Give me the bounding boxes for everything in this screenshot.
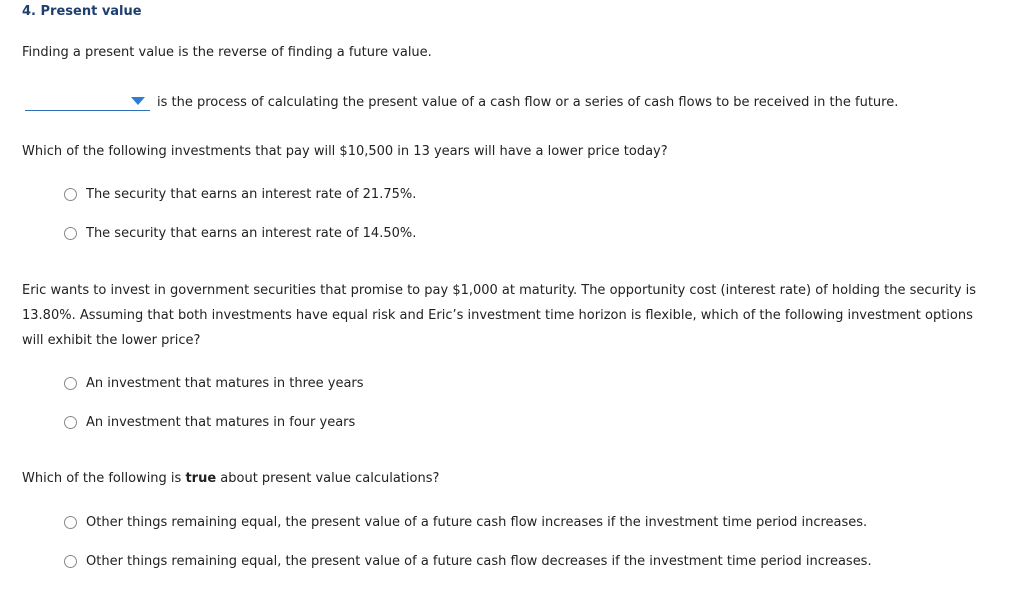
q2-option-1[interactable] (64, 376, 364, 391)
chevron-down-icon (131, 97, 145, 105)
question-3-text (22, 471, 439, 486)
q1-option-2-label: The security that earns an interest rate of 14.50%. (86, 226, 417, 241)
radio-button[interactable] (64, 227, 77, 240)
q1-option-1[interactable] (64, 187, 416, 202)
q1-option-1-label: The security that earns an interest rate of 21.75%. (86, 187, 417, 202)
q2-option-1-label: An investment that matures in three years (86, 376, 364, 391)
page-title: 4. Present value (22, 4, 142, 19)
radio-button[interactable] (64, 516, 77, 529)
answer-dropdown[interactable] (25, 93, 150, 111)
q2-option-2[interactable] (64, 415, 355, 430)
radio-button[interactable] (64, 377, 77, 390)
dropdown-sentence-text: is the process of calculating the present value of a cash flow or a series of cash flows to be received in the future. (157, 95, 899, 110)
question-3-text-after: about present value calculations? (216, 471, 440, 486)
question-3-text-before: Which of the following is (22, 471, 186, 486)
q3-option-1[interactable] (64, 515, 867, 530)
question-2-text: Eric wants to invest in government securities that promise to pay $1,000 at maturity. The opportunity cost (interest rate) of holding the security is 13.80%. Assuming that both investments have equal risk and Eric’s investment time horizon is flexible, which of the following investment options will exhibit the lower price? (22, 283, 977, 348)
question-3-text-bold: true (185, 471, 217, 486)
radio-button[interactable] (64, 416, 77, 429)
radio-button[interactable] (64, 188, 77, 201)
q3-option-2[interactable] (64, 554, 872, 569)
q2-option-2-label: An investment that matures in four years (86, 415, 356, 430)
q1-option-2[interactable] (64, 226, 416, 241)
question-1-text: Which of the following investments that pay will $10,500 in 13 years will have a lower price today? (22, 144, 668, 159)
q3-option-2-label: Other things remaining equal, the present value of a future cash flow decreases if the investment time period increases. (86, 554, 872, 569)
radio-button[interactable] (64, 555, 77, 568)
q3-option-1-label: Other things remaining equal, the present value of a future cash flow increases if the investment time period increases. (86, 515, 868, 530)
intro-text: Finding a present value is the reverse of finding a future value. (22, 45, 432, 60)
